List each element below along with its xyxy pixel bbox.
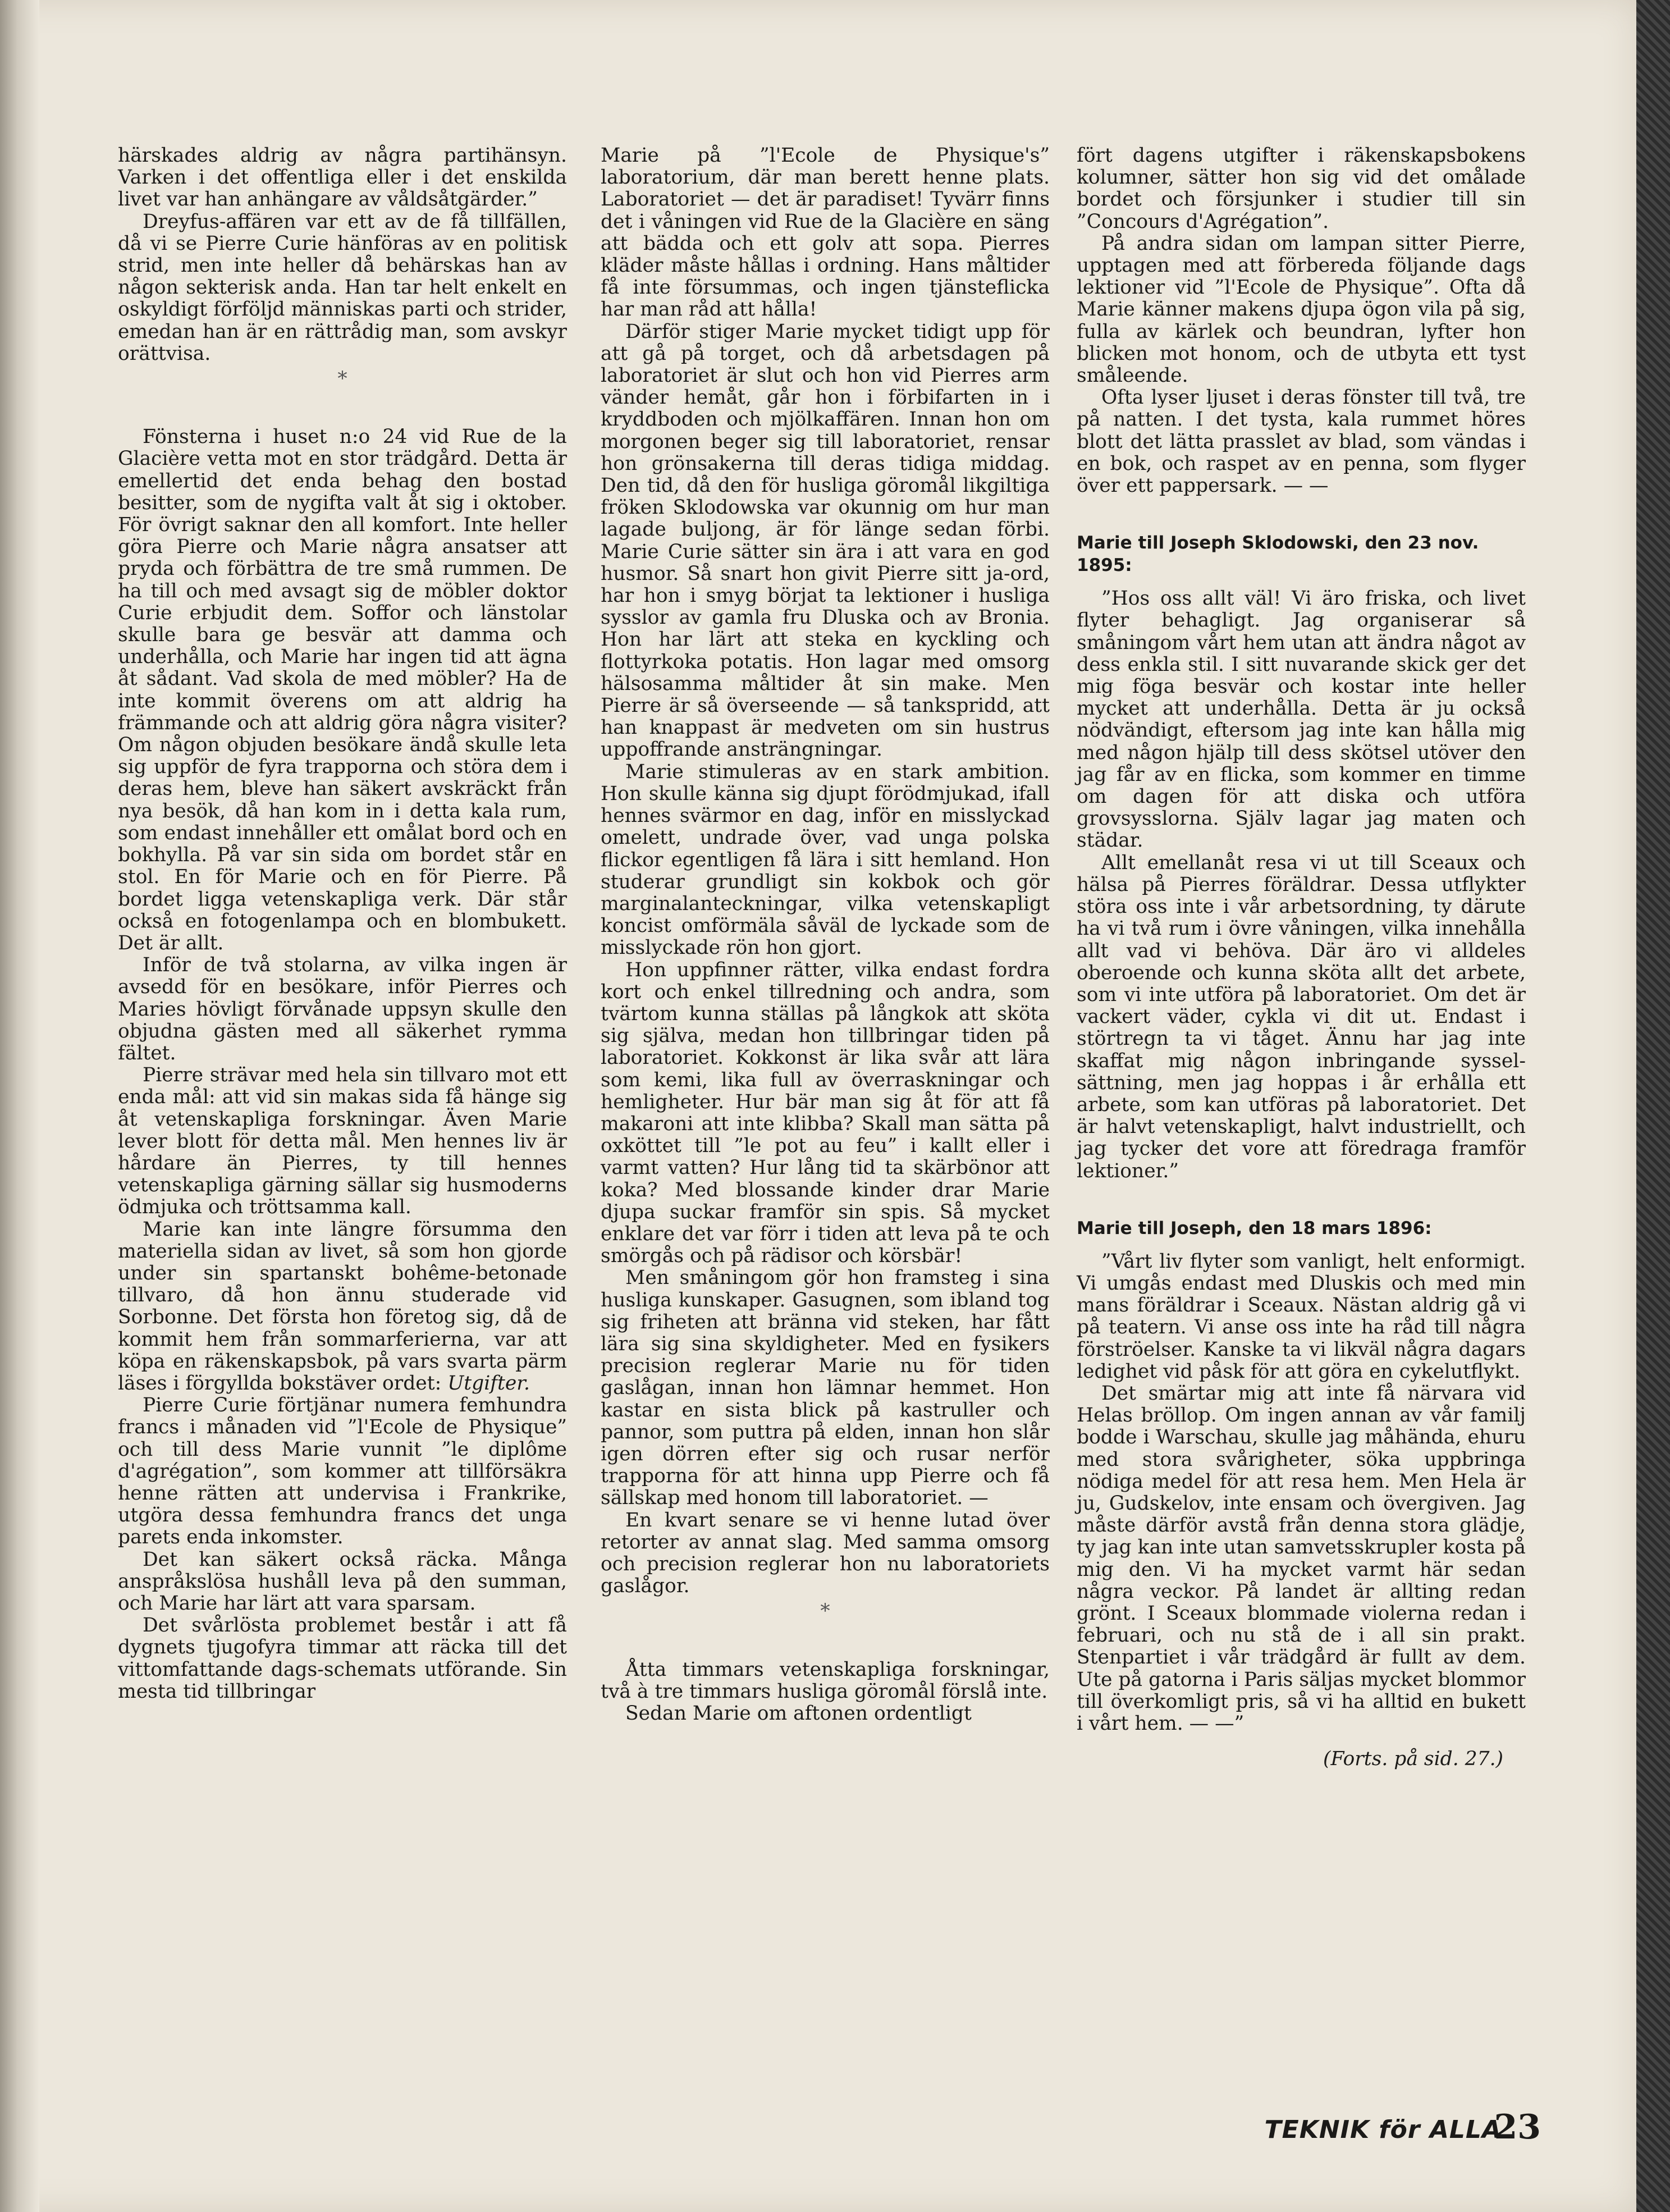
page-number: 23	[1494, 2108, 1541, 2147]
paragraph-text: Marie kan inte längre försumma den materiella sidan av livet, så som hon gjorde under sin spartanskt bohême-betonade tillvaro, då hon ännu studerade vid Sorbonne. Det första hon företog sig, då de kommit hem från sommarferierna, var att köpa en räkenskapsbok, på vars svarta pärm läses i förgyllda bokstäver ordet:	[118, 1218, 567, 1395]
paragraph: Det kan säkert också räcka. Många anspråkslösa hushåll leva på den summan, och Marie har lärt att vara sparsam.	[118, 1548, 567, 1615]
magazine-title: TEKNIK för ALLA	[1264, 2115, 1502, 2144]
paragraph: Allt emellanåt resa vi ut till Sceaux och hälsa på Pierres föräldrar. Dessa utflykter störa oss inte i vår arbetsordning, ty därute ha vi två rum i övre våningen, vilka innehålla allt vad vi behöva. Där äro vi alldeles oberoende och kunna sköta allt det arbete, som vi inte utföra på laboratoriet. Om det är vackert väder, cykla vi dit ut. Endast i störtregn ta vi tåget. Ännu har jag inte skaffat mig någon inbringande sysselsättning, men jag hoppas i år erhålla ett arbete, som kan utföras på laboratoriet. Det är halvt vetenskapligt, halvt industriellt, och jag tycker det vore att föredraga framför lektioner.”	[1077, 851, 1526, 1182]
letter-heading: Marie till Joseph, den 18 mars 1896:	[1077, 1218, 1432, 1238]
paragraph: Därför stiger Marie mycket tidigt upp för att gå på torget, och då arbetsdagen på laboratoriet är slut och hon vid Pierres arm vänder hemåt, går hon i förbifarten in i kryddboden och mjölkaffären. Innan hon om morgonen beger sig till laboratoriet, rensar hon grönsakerna till deras tidiga middag. Den tid, då den för husliga göromål likgiltiga fröken Sklodowska var okunnig om hur man lagade buljong, är för länge sedan förbi. Marie Curie sätter sin ära i att vara en god husmor. Så snart hon givit Pierre sitt ja-ord, har hon i smyg börjat ta lektioner i husliga sysslor av gamla fru Dluska och av Bronia. Hon har lärt att steka en kyckling och flottyrkoka potatis. Hon lagar med omsorg hälsosamma måltider åt sin make. Men Pierre är så överseende — så tankspridd, att han knappast är medveten om sin hustrus uppoffrande ansträngningar.	[601, 320, 1050, 761]
paragraph: Dreyfus-affären var ett av de få tillfällen, då vi se Pierre Curie hänföras av en politisk strid, men inte heller då behärskas han av någon sekterisk anda. Han tar helt enkelt en oskyldigt förföljd människas parti och strider, emedan han är en rättrådig man, som avskyr orättvisa.	[118, 210, 567, 365]
paragraph: Pierre strävar med hela sin tillvaro mot ett enda mål: att vid sin makas sida få hänge sig åt vetenskapliga forskningar. Även Marie lever blott för detta mål. Men hennes liv är hårdare än Pierres, ty till hennes vetenskapliga gärning sällar sig husmoderns ödmjuka och tröttsamma kall.	[118, 1064, 567, 1219]
paragraph: fört dagens utgifter i räkenskapsbokens kolumner, sätter hon sig vid det omålade bordet och försjunker i studier till sin ”Concours d'Agrégation”.	[1077, 144, 1526, 233]
paragraph: Marie stimuleras av en stark ambition. Hon skulle känna sig djupt förödmjukad, ifall hennes svärmor en dag, inför en misslyckad omelett, undrade över, vad unga polska flickor egentligen få lära i sitt hemland. Hon studerar grundligt sin kokbok och gör marginalanteckningar, vilka vetenskapligt koncist omförmäla såväl de lyckade som de misslyckade rön hon gjort.	[601, 760, 1050, 959]
paragraph: På andra sidan om lampan sitter Pierre, upptagen med att förbereda följande dags lektioner vid ”l'Ecole de Physique”. Ofta då Marie känner makens djupa ögon vila på sig, fulla av kärlek och beundran, lyfter hon blicken mot honom, och de utbyta ett tyst småleende.	[1077, 232, 1526, 387]
background-edge	[1636, 0, 1670, 2212]
paragraph: ”Hos oss allt väl! Vi äro friska, och livet flyter behagligt. Jag organiserar så småningom vårt hem utan att ändra något av dess enkla stil. I sitt nuvarande skick ger det mig föga besvär och kostar inte heller mycket att underhålla. Detta är ju också nödvändigt, eftersom jag inte kan hålla mig med någon hjälp till dess skötsel utöver den jag får av en flicka, som kommer en timme om dagen för att diska och utföra grovsysslorna. Själv lagar jag maten och städar.	[1077, 587, 1526, 852]
paragraph: Inför de två stolarna, av vilka ingen är avsedd för en besökare, inför Pierres och Maries hövligt förvånade uppsyn skulle den objudna gästen med all säkerhet rymma fältet.	[118, 954, 567, 1064]
column-right	[1077, 145, 1526, 2065]
continuation-note: (Forts. på sid. 27.)	[1323, 1748, 1503, 1771]
paragraph: Men småningom gör hon framsteg i sina husliga kunskaper. Gasugnen, som ibland tog sig friheten att bränna vid steken, har fått lära sig sina skyldigheter. Med en fysikers precision reglerar Marie nu för tiden gaslågan, innan hon lämnar hemmet. Hon kastar en sista blick på kastruller och pannor, som puttra på elden, innan hon slår igen dörren efter sig och rusar nerför trapporna för att hinna upp Pierre och få sällskap med honom till laboratoriet. —	[601, 1267, 1050, 1510]
paragraph: härskades aldrig av några partihänsyn. Varken i det offentliga eller i det enskilda livet var han anhängare av våldsåtgärder.”	[118, 144, 567, 211]
paragraph: Marie på ”l'Ecole de Physique's” laboratorium, där man berett henne plats. Laboratoriet — det är paradiset! Tyvärr finns det i våningen vid Rue de la Glacière en säng att bädda och ett golv att sopa. Pierres kläder måste hållas i ordning. Hans måltider få inte försummas, och ingen tjänsteflicka har man råd att hålla!	[601, 144, 1050, 321]
paragraph: Det smärtar mig att inte få närvara vid Helas bröllop. Om ingen annan av vår familj bodde i Warschau, skulle jag måhända, ehuru med stora svårigheter, söka uppbringa nödiga medel för att resa hem. Men Hela är ju, Gudskelov, inte ensam och övergiven. Jag måste därför avstå från denna stora glädje, ty jag kan inte utan samvetsskrupler kosta på mig den. Vi ha mycket varmt här sedan några veckor. På landet är allting redan grönt. I Sceaux blommade violerna redan i februari, och nu stå de i all sin prakt. Stenpartiet i vår trädgård är fullt av dem. Ute på gatorna i Paris säljas mycket blommor till överkomligt pris, så vi ha alltid en bukett i vårt hem. — —”	[1077, 1382, 1526, 1735]
column-left	[118, 145, 567, 2065]
paragraph: Fönsterna i huset n:o 24 vid Rue de la Glacière vetta mot en stor trädgård. Detta är emellertid det enda behag den bostad besitter, som de nygifta valt åt sig i oktober. För övrigt saknar den all komfort. Inte heller göra Pierre och Marie några ansatser att pryda och förbättra de tre små rummen. De ha till och med avsagt sig de möbler doktor Curie erbjudit dem. Soffor och länstolar skulle bara ge besvär att damma och underhålla, och Marie har ingen tid att ägna åt sådant. Vad skola de med möbler? Ha de inte kommit överens om att aldrig ha främmande och att aldrig göra några visiter? Om någon objuden besökare ändå skulle leta sig uppför de fyra trapporna och störa dem i deras hem, bleve han säkert avskräckt från nya besök, då han kom in i detta kala rum, som endast innehåller ett omålat bord och en bokhylla. På var sin sida om bordet står en stol. En för Marie och en för Pierre. På bordet ligga vetenskapliga verk. Där står också en fotogenlampa och en blombukett. Det är allt.	[118, 426, 567, 954]
paragraph: Ofta lyser ljuset i deras fönster till två, tre på natten. I det tysta, kala rummet höres blott det lätta prasslet av blad, som vändas i en bok, och raspet av en penna, som flyger över ett pappersark. — —	[1077, 386, 1526, 497]
paragraph: Hon uppfinner rätter, vilka endast fordra kort och enkel tillredning och andra, som tvärtom kunna ställas på långkok att sköta sig själva, medan hon tillbringar tiden på laboratoriet. Kokkonst är lika svår att lära som kemi, lika full av överraskningar och hemligheter. Hur bär man sig åt för att få makaroni att inte klibba? Skall man sätta på oxköttet till ”le pot au feu” i kallt eller i varmt vatten? Hur lång tid ta skärbönor att koka? Med blossande kinder drar Marie djupa suckar framför sin spis. Så mycket enklare det var förr i tiden att leva på te och smörgås och på rädisor och körsbär!	[601, 958, 1050, 1268]
section-separator: *	[337, 368, 347, 391]
paragraph: ”Vårt liv flyter som vanligt, helt enformigt. Vi umgås endast med Dluskis och med min mans föräldrar i Sceaux. Nästan aldrig gå vi på teatern. Vi anse oss inte ha råd till några förströelser. Kanske ta vi likväl några dagars ledighet vid påsk för att göra en cykelutflykt.	[1077, 1250, 1526, 1383]
emphasis-text: Utgifter.	[447, 1372, 530, 1395]
column-middle	[601, 145, 1050, 2065]
letter-heading: Marie till Joseph Sklodowski, den 23 nov. 1895:	[1077, 533, 1479, 576]
binding-fold	[0, 0, 39, 2212]
paragraph: Sedan Marie om aftonen ordentligt	[625, 1702, 972, 1725]
paragraph: Åtta timmars vetenskapliga forskningar, två à tre timmars husliga göromål förslå inte.	[601, 1658, 1050, 1703]
section-separator: *	[820, 1600, 830, 1623]
paragraph: En kvart senare se vi henne lutad över retorter av annat slag. Med samma omsorg och precision reglerar hon nu laboratoriets gaslågor.	[601, 1509, 1050, 1598]
paragraph: Pierre Curie förtjänar numera femhundra francs i månaden vid ”l'Ecole de Physique” och till dess Marie vunnit ”le diplôme d'agrégation”, som kommer att tillförsäkra henne rätten att undervisa i Frankrike, utgöra dessa femhundra francs det unga parets enda inkomster.	[118, 1394, 567, 1549]
paragraph	[118, 1219, 567, 1395]
paragraph: Det svårlösta problemet består i att få dygnets tjugofyra timmar att räcka till det vittomfattande dags-schemats utförande. Sin mesta tid tillbringar	[118, 1614, 567, 1703]
